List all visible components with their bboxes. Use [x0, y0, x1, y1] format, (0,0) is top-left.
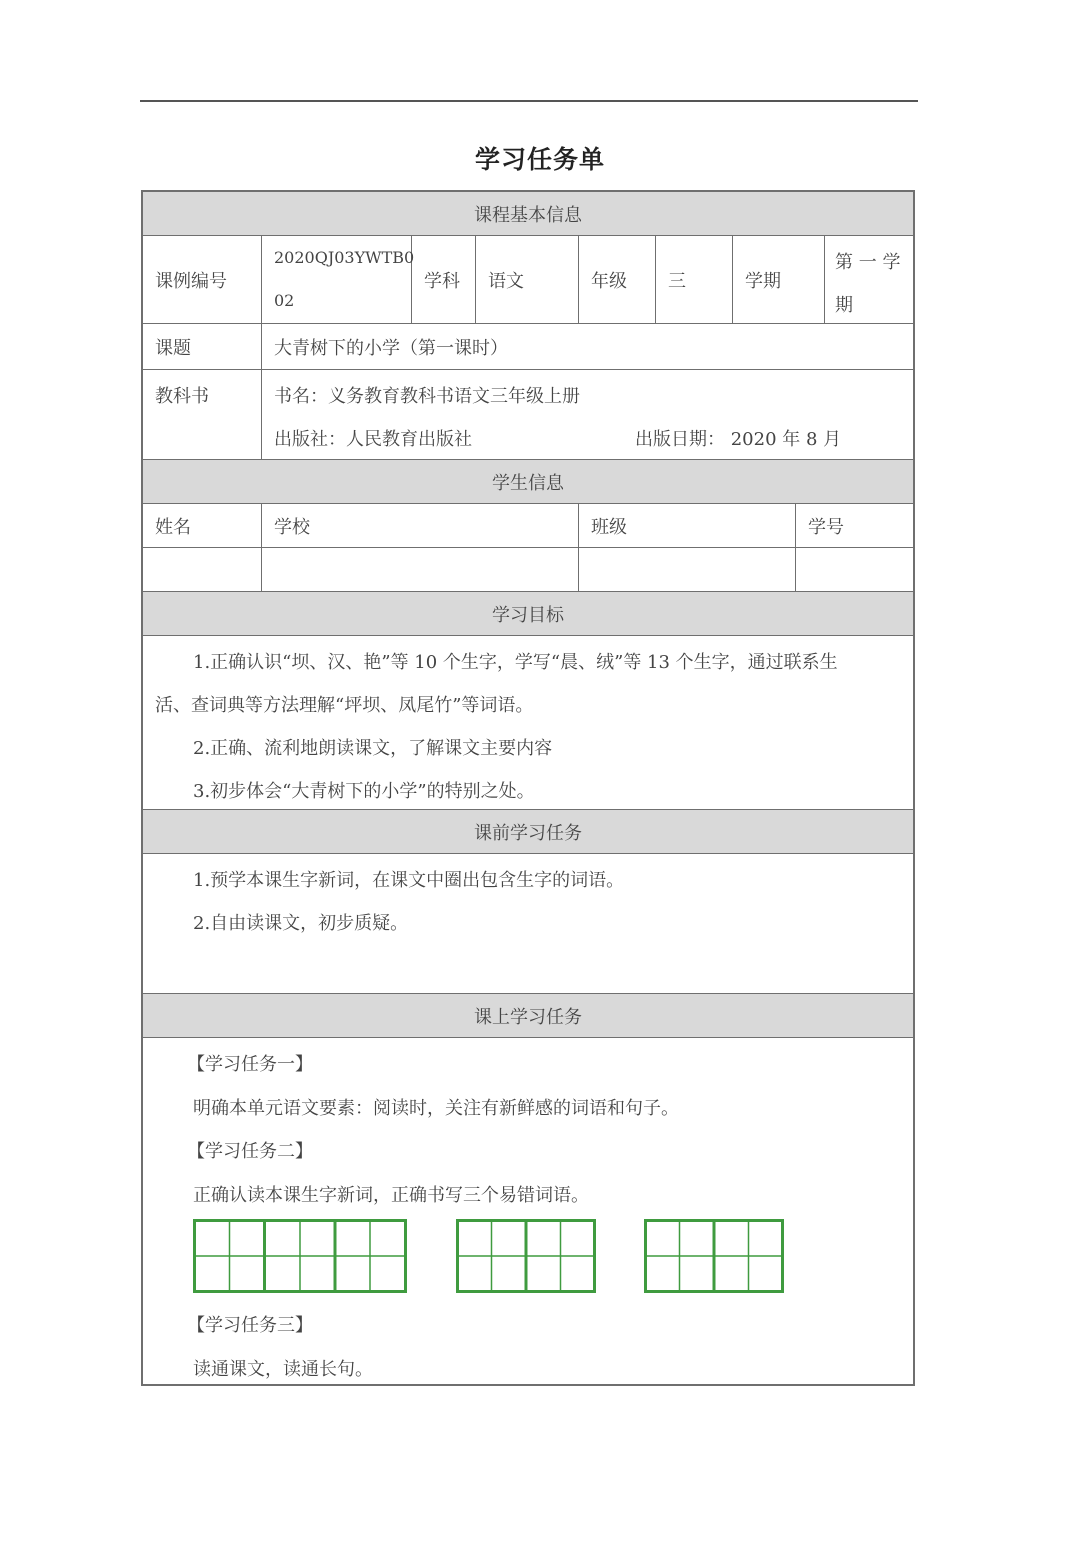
textbook-row: [143, 370, 913, 460]
section-title: 课程基本信息: [474, 204, 582, 226]
pre-class-body: [143, 854, 913, 994]
school-field[interactable]: [262, 548, 579, 591]
section-pre-class: [143, 810, 913, 854]
class-label: 班级: [579, 504, 796, 547]
topic-value: 大青树下的小学（第一课时）: [274, 337, 508, 359]
subject-value: 语文: [476, 236, 579, 323]
objective-line: 1.正确认识“坝、汉、艳”等 10 个生字，学写“晨、绒”等 13 个生字，通过联系生: [193, 652, 838, 673]
objectives-body: [143, 636, 913, 810]
textbook-value: [262, 370, 913, 459]
topic-label: 课题: [143, 324, 262, 369]
section-in-class: [143, 994, 913, 1038]
task3-title: 【学习任务三】: [187, 1315, 313, 1336]
section-title: 课前学习任务: [474, 822, 582, 844]
task2-text: 正确认读本课生字新词，正确书写三个易错词语。: [193, 1185, 589, 1206]
grade-value: 三: [656, 236, 733, 323]
header-rule: [140, 100, 918, 102]
task-sheet-table: [141, 190, 915, 1386]
school-label: 学校: [262, 504, 579, 547]
name-field[interactable]: [143, 548, 262, 591]
writing-grid-3[interactable]: [644, 1219, 784, 1293]
class-field[interactable]: [579, 548, 796, 591]
student-label-row: [143, 504, 913, 548]
publisher: 出版社：人民教育出版社: [274, 429, 472, 450]
page-title: 学习任务单: [474, 145, 605, 174]
student-id-field[interactable]: [796, 548, 913, 591]
section-student-info: [143, 460, 913, 504]
objective-line: 2.正确、流利地朗读课文，了解课文主要内容: [193, 738, 553, 759]
course-code-row: [143, 236, 913, 324]
objective-line: 活、查词典等方法理解“坪坝、凤尾竹”等词语。: [155, 695, 534, 716]
topic-row: [143, 324, 913, 370]
name-label: 姓名: [143, 504, 262, 547]
writing-grid-2[interactable]: [456, 1219, 596, 1293]
publish-date: 出版日期： 2020 年 8 月: [635, 429, 842, 450]
section-title: 课上学习任务: [474, 1006, 582, 1028]
code-label: 课例编号: [143, 236, 262, 323]
term-value: 第 一 学 期: [835, 252, 901, 316]
textbook-label: 教科书: [143, 370, 262, 459]
task3-text: 读通课文，读通长句。: [193, 1359, 373, 1380]
term-label: 学期: [733, 236, 825, 323]
section-objectives: [143, 592, 913, 636]
section-title: 学生信息: [492, 472, 564, 494]
task2-title: 【学习任务二】: [187, 1141, 313, 1162]
section-course-info: [143, 192, 913, 236]
code-value: 2020QJ03YWTB0 02: [262, 236, 412, 323]
pre-task-line: 1.预学本课生字新词，在课文中圈出包含生字的词语。: [193, 870, 625, 891]
section-title: 学习目标: [492, 604, 564, 626]
student-value-row: [143, 548, 913, 592]
objective-line: 3.初步体会“大青树下的小学”的特别之处。: [193, 781, 535, 802]
task1-text: 明确本单元语文要素：阅读时，关注有新鲜感的词语和句子。: [193, 1098, 679, 1119]
student-id-label: 学号: [808, 516, 844, 538]
task1-title: 【学习任务一】: [187, 1054, 313, 1075]
writing-grid-1[interactable]: [193, 1219, 407, 1293]
in-class-body: [143, 1038, 913, 1386]
book-name: 书名：义务教育教科书语文三年级上册: [274, 386, 580, 407]
subject-label: 学科: [412, 236, 476, 323]
grade-label: 年级: [579, 236, 656, 323]
pre-task-line: 2.自由读课文，初步质疑。: [193, 913, 409, 934]
